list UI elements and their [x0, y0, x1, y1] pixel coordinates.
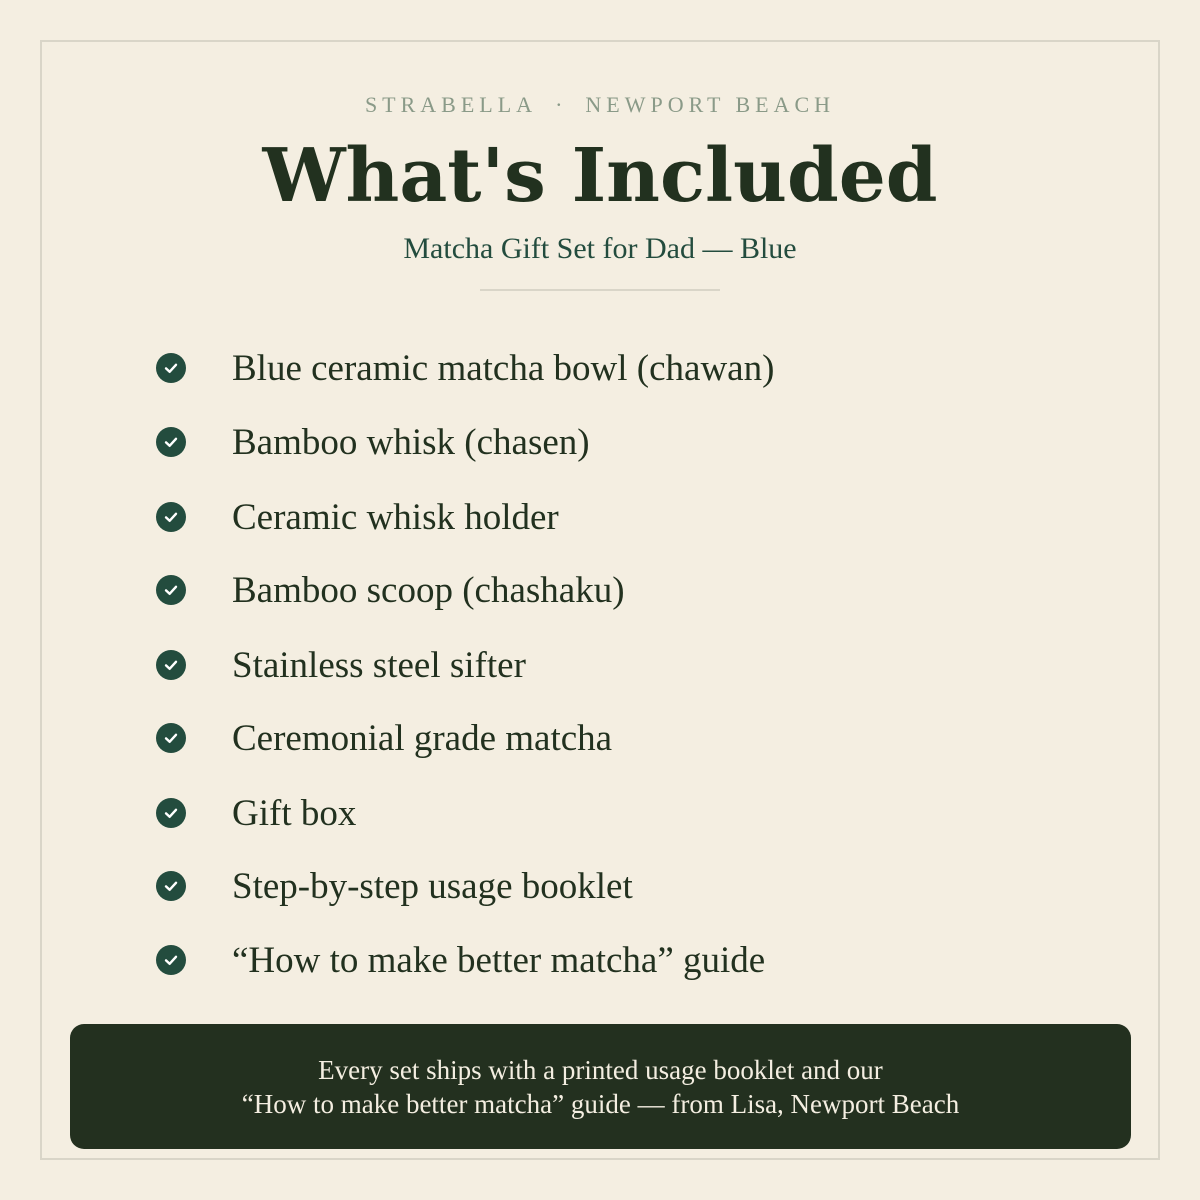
check-circle-icon: [156, 502, 186, 532]
item-label: Stainless steel sifter: [232, 644, 526, 686]
item-label: Step-by-step usage booklet: [232, 865, 633, 907]
page-subtitle: Matcha Gift Set for Dad — Blue: [403, 232, 797, 265]
footer-banner: [70, 1024, 1131, 1149]
page-title: What's Included: [262, 133, 938, 219]
item-label: Ceramic whisk holder: [232, 496, 559, 538]
brand-separator: ·: [555, 92, 568, 117]
item-label: Bamboo whisk (chasen): [232, 421, 590, 463]
divider: [480, 289, 720, 291]
list-item: [156, 783, 356, 843]
list-item: [156, 635, 526, 695]
list-item: [156, 856, 633, 916]
list-item: [156, 412, 590, 472]
brand-eyebrow: [0, 92, 1200, 118]
check-circle-icon: [156, 427, 186, 457]
item-label: Blue ceramic matcha bowl (chawan): [232, 347, 775, 389]
list-item: [156, 487, 559, 547]
check-circle-icon: [156, 723, 186, 753]
list-item: [156, 930, 765, 990]
footer-line-2: “How to make better matcha” guide — from Lisa, Newport Beach: [241, 1088, 960, 1119]
check-circle-icon: [156, 575, 186, 605]
check-circle-icon: [156, 353, 186, 383]
item-label: “How to make better matcha” guide: [232, 939, 766, 981]
list-item: [156, 560, 625, 620]
brand-location: NEWPORT BEACH: [585, 92, 836, 117]
list-item: [156, 708, 612, 768]
check-circle-icon: [156, 798, 186, 828]
footer-line-1: Every set ships with a printed usage booklet and our: [318, 1054, 883, 1085]
item-label: Gift box: [232, 792, 357, 834]
check-circle-icon: [156, 650, 186, 680]
item-label: Ceremonial grade matcha: [232, 717, 613, 759]
brand-name: STRABELLA: [364, 92, 538, 117]
check-circle-icon: [156, 871, 186, 901]
check-circle-icon: [156, 945, 186, 975]
list-item: [156, 338, 774, 398]
item-label: Bamboo scoop (chashaku): [232, 569, 625, 611]
